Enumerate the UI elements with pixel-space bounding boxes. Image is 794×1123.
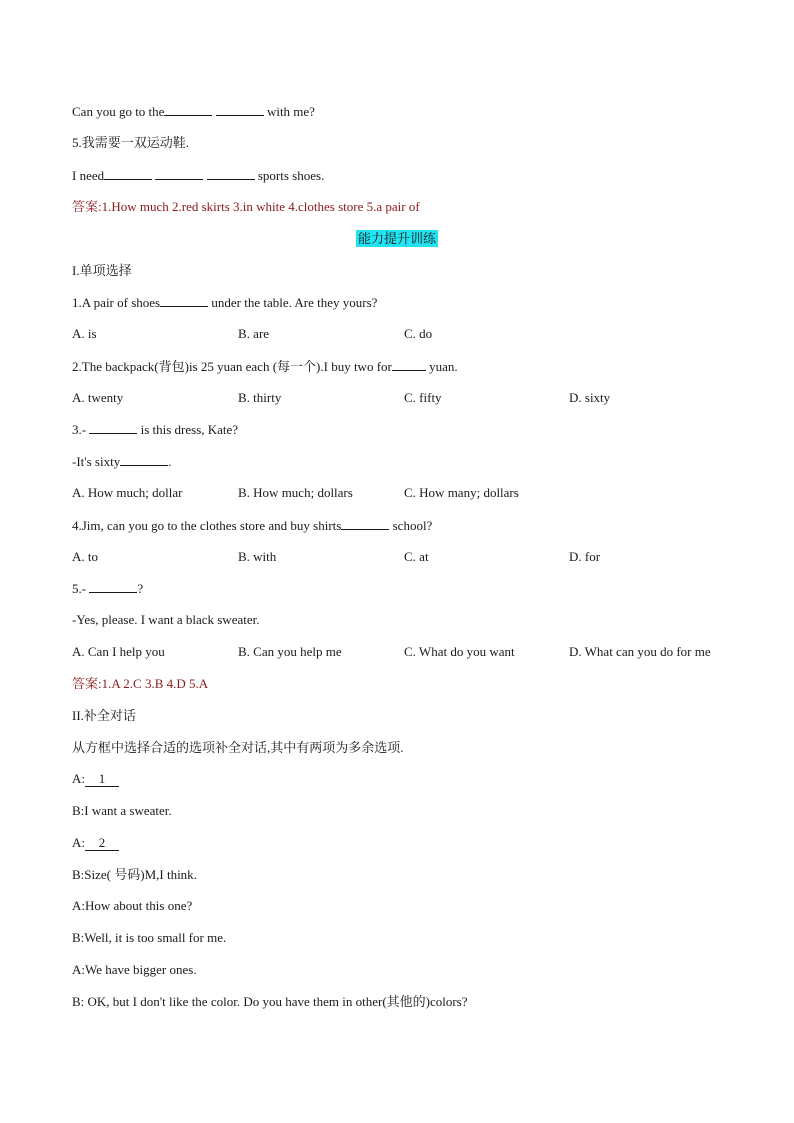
question-3-stem: 3.- is this dress, Kate? <box>72 422 239 437</box>
q2-option-d[interactable]: D. sixty <box>569 390 611 405</box>
dialogue-line: A: 1 <box>72 771 119 787</box>
answer-blank[interactable] <box>216 103 264 116</box>
part2-instruction: 从方框中选择合适的选项补全对话,其中有两项为多余选项. <box>72 740 404 755</box>
q4-option-c[interactable]: C. at <box>404 549 429 564</box>
q5-prompt: 5.我需要一双运动鞋. <box>72 135 190 150</box>
dialogue-line: B: OK, but I don't like the color. Do you have them in other(其他的)colors? <box>72 994 468 1009</box>
q1-option-c[interactable]: C. do <box>404 326 433 341</box>
answer-blank[interactable] <box>160 294 208 307</box>
q4-option-b[interactable]: B. with <box>238 549 277 564</box>
answer-blank[interactable] <box>164 103 212 116</box>
dialogue-line: B:I want a sweater. <box>72 803 172 818</box>
section-heading: 能力提升训练 <box>357 231 436 246</box>
answer-blank[interactable] <box>104 167 152 180</box>
question-5-response: -Yes, please. I want a black sweater. <box>72 612 260 627</box>
part2-title: II.补全对话 <box>72 708 136 723</box>
q4-option-d[interactable]: D. for <box>569 549 601 564</box>
dialogue-line: A:How about this one? <box>72 898 193 913</box>
dialogue-line: A: 2 <box>72 835 119 851</box>
q5-sentence: I need sports shoes. <box>72 168 325 183</box>
answer-blank[interactable] <box>392 358 426 371</box>
q1-option-b[interactable]: B. are <box>238 326 270 341</box>
answer-blank[interactable] <box>89 580 137 593</box>
answer-blank[interactable] <box>155 167 203 180</box>
dialogue-blank-1[interactable]: 1 <box>85 772 119 787</box>
question-1-stem: 1.A pair of shoes under the table. Are they yours? <box>72 295 378 310</box>
question-4-stem: 4.Jim, can you go to the clothes store and buy shirts school? <box>72 518 433 533</box>
question-5-stem: 5.- ? <box>72 581 144 596</box>
answer-blank[interactable] <box>89 421 137 434</box>
q5-option-b[interactable]: B. Can you help me <box>238 644 342 659</box>
q2-option-b[interactable]: B. thirty <box>238 390 282 405</box>
prev-answer-key: 答案:1.How much 2.red skirts 3.in white 4.clothes store 5.a pair of <box>72 199 420 214</box>
q2-option-c[interactable]: C. fifty <box>404 390 442 405</box>
dialogue-line: B:Size( 号码)M,I think. <box>72 867 197 882</box>
q5-option-d[interactable]: D. What can you do for me <box>569 644 711 659</box>
q4-sentence: Can you go to the with me? <box>72 104 315 119</box>
q2-option-a[interactable]: A. twenty <box>72 390 124 405</box>
q5-option-c[interactable]: C. What do you want <box>404 644 515 659</box>
dialogue-line: A:We have bigger ones. <box>72 962 197 977</box>
answer-blank[interactable] <box>207 167 255 180</box>
q4-option-a[interactable]: A. to <box>72 549 98 564</box>
answer-blank[interactable] <box>341 517 389 530</box>
part1-title: I.单项选择 <box>72 263 132 278</box>
q3-option-c[interactable]: C. How many; dollars <box>404 485 519 500</box>
q3-option-a[interactable]: A. How much; dollar <box>72 485 183 500</box>
dialogue-blank-2[interactable]: 2 <box>85 836 119 851</box>
answer-blank[interactable] <box>120 453 168 466</box>
question-2-stem: 2.The backpack(背包)is 25 yuan each (每一个).I buy two for yuan. <box>72 359 458 374</box>
q1-option-a[interactable]: A. is <box>72 326 97 341</box>
q3-option-b[interactable]: B. How much; dollars <box>238 485 353 500</box>
part1-answer-key: 答案:1.A 2.C 3.B 4.D 5.A <box>72 676 209 691</box>
dialogue-line: B:Well, it is too small for me. <box>72 930 227 945</box>
question-3-response: -It's sixty . <box>72 454 172 469</box>
q5-option-a[interactable]: A. Can I help you <box>72 644 165 659</box>
